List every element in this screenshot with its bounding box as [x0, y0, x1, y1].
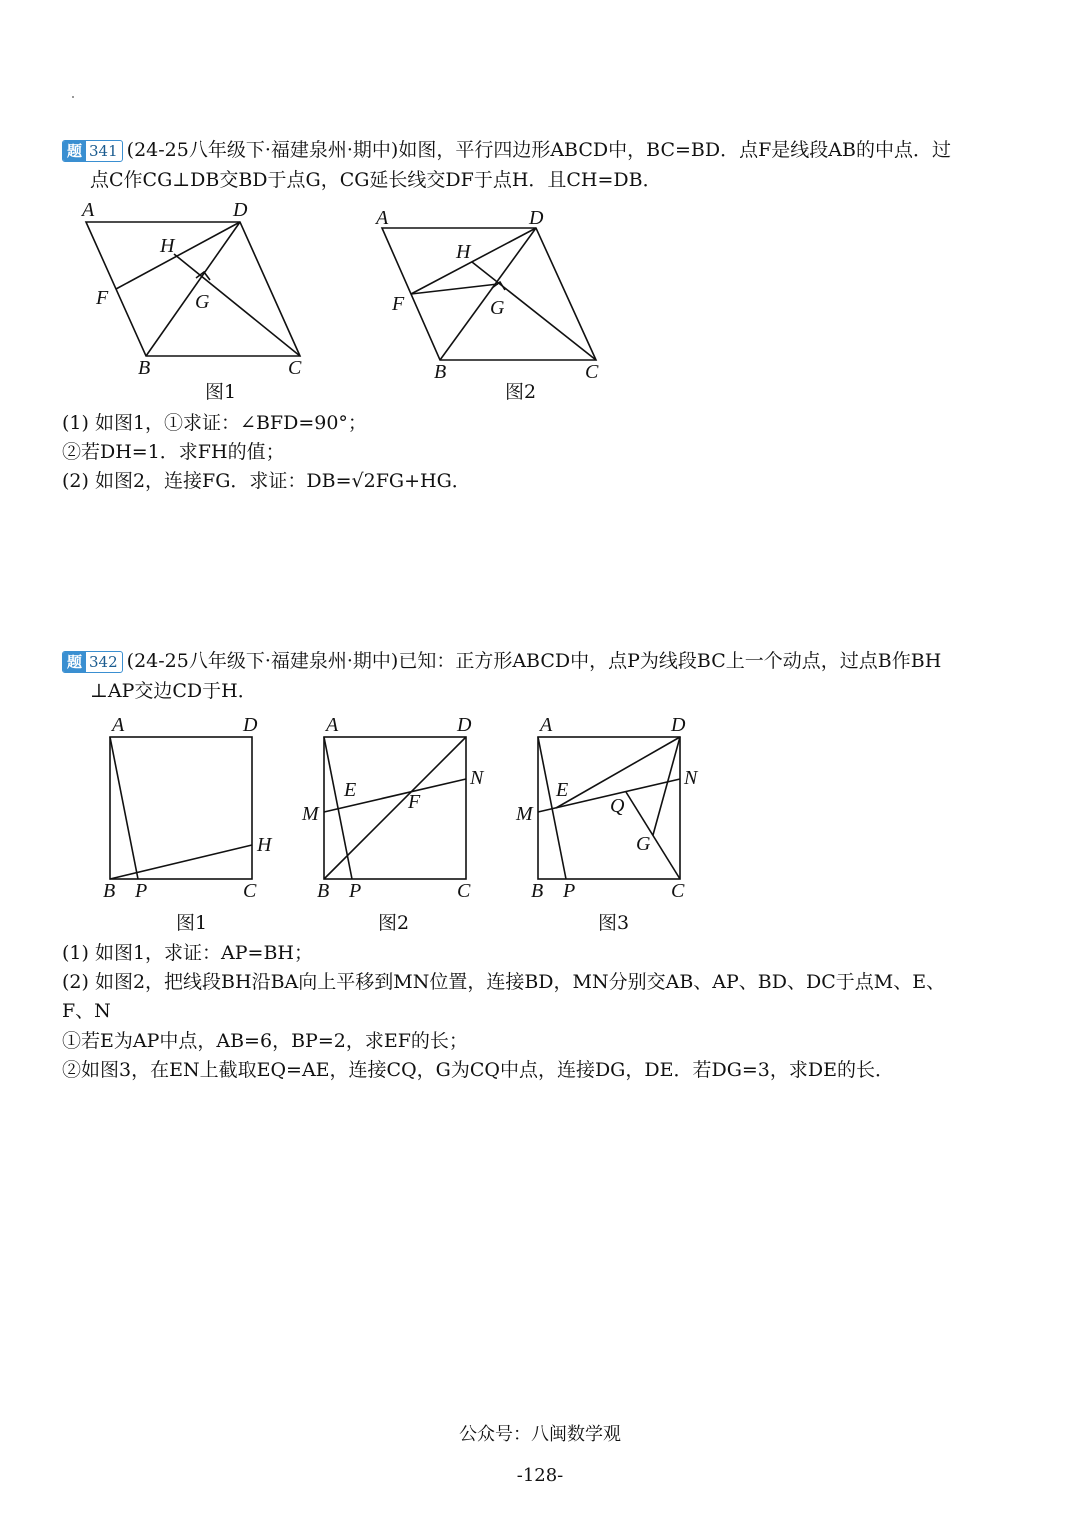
- q341-f1-label-a: A: [82, 199, 95, 221]
- q342-figure1: [96, 712, 286, 902]
- q342-part4: ②如图3，在EN上截取EQ=AE，连接CQ，G为CQ中点，连接DG，DE．若DG=3，求DE的长．: [62, 1059, 894, 1081]
- q342-f3-label-c: C: [671, 880, 685, 902]
- q342-badge: 题 342: [62, 651, 123, 673]
- q342-line1: (24-25八年级下·福建泉州·期中)已知：正方形ABCD中，点P为线段BC上一个动点，过点B作BH: [126, 650, 942, 672]
- q341-figure1: [70, 196, 330, 378]
- footer-wechat-account: 公众号：八闽数学观: [459, 1424, 621, 1445]
- q342-f3-label-a: A: [540, 714, 553, 736]
- q342-f2-label-e: E: [344, 779, 357, 801]
- q341-badge: 题 341: [62, 140, 123, 162]
- q342-f2-label-m: M: [302, 803, 319, 825]
- q342-f3-label-e: E: [556, 779, 569, 801]
- q341-fig2-caption: 图2: [505, 381, 537, 403]
- q342-header: [62, 648, 941, 674]
- q342-fig1-caption: 图1: [176, 912, 208, 934]
- q342-part2a: (2) 如图2，把线段BH沿BA向上平移到MN位置，连接BD，MN分别交AB、AP、BD、DC于点M、E、: [62, 971, 946, 993]
- q342-part3: ①若E为AP中点，AB=6，BP=2，求EF的长；: [62, 1030, 468, 1052]
- q341-f2-label-f: F: [392, 293, 405, 315]
- q341-f2-label-a: A: [376, 207, 389, 229]
- q342-f3-label-q: Q: [610, 795, 625, 817]
- q341-f1-label-c: C: [288, 357, 302, 378]
- q342-f2-label-b: B: [317, 880, 330, 902]
- q342-line2: ⊥AP交边CD于H．: [90, 680, 257, 702]
- q342-f3-label-p: P: [563, 880, 576, 902]
- q341-f2-label-d: D: [529, 207, 544, 229]
- q342-f2-label-p: P: [349, 880, 362, 902]
- q342-fig3-caption: 图3: [598, 912, 630, 934]
- q342-f3-label-m: M: [516, 803, 533, 825]
- q341-f1-label-d: D: [233, 199, 248, 221]
- q341-f1-label-g: G: [195, 291, 210, 313]
- q342-f3-label-g: G: [636, 833, 651, 855]
- q341-f2-label-b: B: [434, 361, 447, 383]
- q342-f2-label-a: A: [326, 714, 339, 736]
- q342-f1-label-d: D: [243, 714, 258, 736]
- q341-part3: (2) 如图2，连接FG．求证：DB=√2FG+HG．: [62, 470, 471, 492]
- q342-f1-label-c: C: [243, 880, 257, 902]
- scan-dot: [72, 96, 74, 98]
- page-number: -128-: [516, 1465, 564, 1486]
- q341-f2-label-g: G: [490, 297, 505, 319]
- q342-f1-label-h: H: [257, 834, 272, 856]
- q342-f3-label-n: N: [684, 767, 698, 789]
- q342-f1-label-b: B: [103, 880, 116, 902]
- q342-f2-label-c: C: [457, 880, 471, 902]
- q341-figure2: [368, 204, 618, 384]
- q341-line2: 点C作CG⊥DB交BD于点G，CG延长线交DF于点H．且CH=DB．: [90, 169, 662, 191]
- q342-f2-label-f: F: [408, 791, 421, 813]
- q341-f2-label-c: C: [585, 361, 599, 383]
- q341-f1-label-f: F: [96, 287, 109, 309]
- q342-f3-label-b: B: [531, 880, 544, 902]
- q342-fig2-caption: 图2: [378, 912, 410, 934]
- q342-figure3: [514, 712, 714, 902]
- q342-f1-label-p: P: [135, 880, 148, 902]
- q342-f1-label-a: A: [112, 714, 125, 736]
- q341-f1-label-b: B: [138, 357, 151, 378]
- q341-header: [62, 137, 951, 163]
- q342-part2b: F、N: [62, 1000, 111, 1022]
- q342-figure2: [300, 712, 500, 902]
- q341-f2-label-h: H: [456, 241, 471, 263]
- q341-part1: (1) 如图1，①求证：∠BFD=90°；: [62, 412, 367, 434]
- q342-f2-label-d: D: [457, 714, 472, 736]
- q341-f1-label-h: H: [160, 235, 175, 257]
- q341-fig1-caption: 图1: [205, 381, 237, 403]
- q342-part1: (1) 如图1，求证：AP=BH；: [62, 942, 313, 964]
- q342-f3-label-d: D: [671, 714, 686, 736]
- q342-f2-label-n: N: [470, 767, 484, 789]
- q341-part2: ②若DH=1．求FH的值；: [62, 441, 285, 463]
- q341-line1: (24-25八年级下·福建泉州·期中)如图，平行四边形ABCD中，BC=BD．点F是线段AB的中点．过: [126, 139, 951, 161]
